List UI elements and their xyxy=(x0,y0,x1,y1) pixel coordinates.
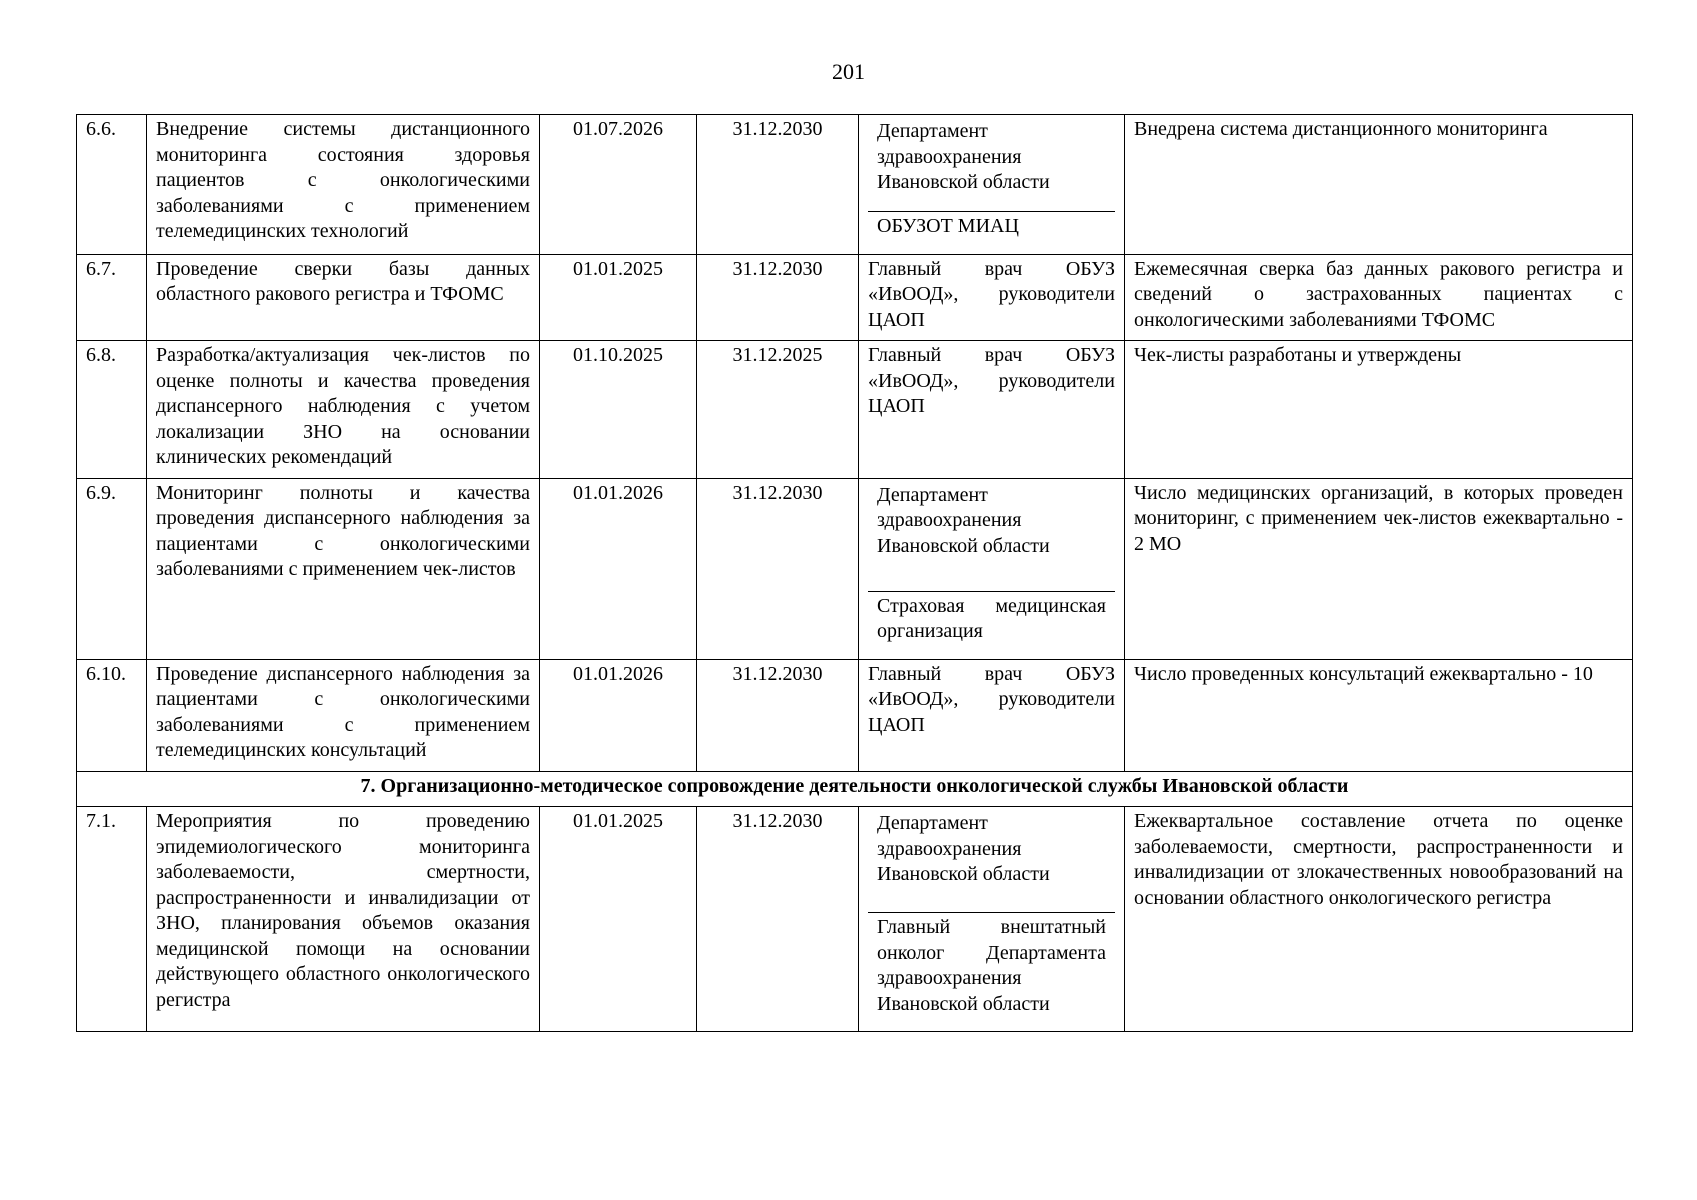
expected-result: Число проведенных консультаций ежеквартально - 10 xyxy=(1125,659,1633,771)
responsible-cell xyxy=(859,115,1125,255)
table-row xyxy=(77,254,1633,341)
start-date: 01.01.2026 xyxy=(540,659,697,771)
activity-name: Мониторинг полноты и качества проведения диспансерного наблюдения за пациентами с онкологическими заболеваниями с применением чек-листов xyxy=(147,478,540,659)
row-number: 6.10. xyxy=(77,659,147,771)
responsible-executor: Департамент здравоохранения Ивановской области xyxy=(877,483,1050,557)
activity-plan-table xyxy=(76,114,1633,1032)
activity-name: Мероприятия по проведению эпидемиологического мониторинга заболеваемости, смертности, распространенности и инвалидизации от ЗНО, планирования объемов оказания медицинской помощи на основании действующего областного онкологического регистра xyxy=(147,807,540,1032)
activity-name: Разработка/актуализация чек-листов по оценке полноты и качества проведения диспансерного наблюдения с учетом локализации ЗНО на основании клинических рекомендаций xyxy=(147,341,540,479)
start-date: 01.01.2025 xyxy=(540,254,697,341)
row-number: 7.1. xyxy=(77,807,147,1032)
activity-name: Проведение сверки базы данных областного ракового регистра и ТФОМС xyxy=(147,254,540,341)
end-date: 31.12.2030 xyxy=(697,115,859,255)
row-number: 6.6. xyxy=(77,115,147,255)
end-date: 31.12.2030 xyxy=(697,478,859,659)
row-number: 6.7. xyxy=(77,254,147,341)
start-date: 01.01.2026 xyxy=(540,478,697,659)
table-row xyxy=(77,115,1633,255)
end-date: 31.12.2025 xyxy=(697,341,859,479)
expected-result: Ежеквартальное составление отчета по оценке заболеваемости, смертности, распространенности и инвалидизации от злокачественных новообразований на основании областного онкологического регистра xyxy=(1125,807,1633,1032)
responsible-executor: Главный врач ОБУЗ «ИвООД», руководители ЦАОП xyxy=(859,659,1125,771)
responsible-cell xyxy=(859,478,1125,659)
responsible-executor: Главный врач ОБУЗ «ИвООД», руководители ЦАОП xyxy=(859,254,1125,341)
responsible-executor: Департамент здравоохранения Ивановской области xyxy=(877,812,1050,885)
expected-result: Ежемесячная сверка баз данных ракового регистра и сведений о застрахованных пациентах с онкологическими заболеваниями ТФОМС xyxy=(1125,254,1633,341)
row-number: 6.8. xyxy=(77,341,147,479)
responsible-executor: Главный внештатный онколог Департамента здравоохранения Ивановской области xyxy=(868,912,1115,1024)
end-date: 31.12.2030 xyxy=(697,807,859,1032)
expected-result: Внедрена система дистанционного мониторинга xyxy=(1125,115,1633,255)
page-number: 201 xyxy=(832,59,865,84)
responsible-executor: Страховая медицинская организация xyxy=(868,591,1115,652)
responsible-executor: ОБУЗОТ МИАЦ xyxy=(868,211,1115,247)
start-date: 01.10.2025 xyxy=(540,341,697,479)
start-date: 01.07.2026 xyxy=(540,115,697,255)
responsible-executor: Главный врач ОБУЗ «ИвООД», руководители ЦАОП xyxy=(859,341,1125,479)
responsible-cell xyxy=(859,807,1125,1032)
row-number: 6.9. xyxy=(77,478,147,659)
section-header-row xyxy=(77,771,1633,807)
activity-name: Проведение диспансерного наблюдения за пациентами с онкологическими заболеваниями с применением телемедицинских консультаций xyxy=(147,659,540,771)
expected-result: Число медицинских организаций, в которых проведен мониторинг, с применением чек-листов ежеквартально - 2 МО xyxy=(1125,478,1633,659)
activity-name: Внедрение системы дистанционного мониторинга состояния здоровья пациентов с онкологическими заболеваниями с применением телемедицинских технологий xyxy=(147,115,540,255)
table-row xyxy=(77,341,1633,479)
section-title: 7. Организационно-методическое сопровождение деятельности онкологической службы Ивановской области xyxy=(77,771,1633,807)
expected-result: Чек-листы разработаны и утверждены xyxy=(1125,341,1633,479)
end-date: 31.12.2030 xyxy=(697,254,859,341)
responsible-executor: Департамент здравоохранения Ивановской области xyxy=(877,120,1050,193)
table-row xyxy=(77,478,1633,659)
table-row xyxy=(77,807,1633,1032)
end-date: 31.12.2030 xyxy=(697,659,859,771)
table-row xyxy=(77,659,1633,771)
start-date: 01.01.2025 xyxy=(540,807,697,1032)
